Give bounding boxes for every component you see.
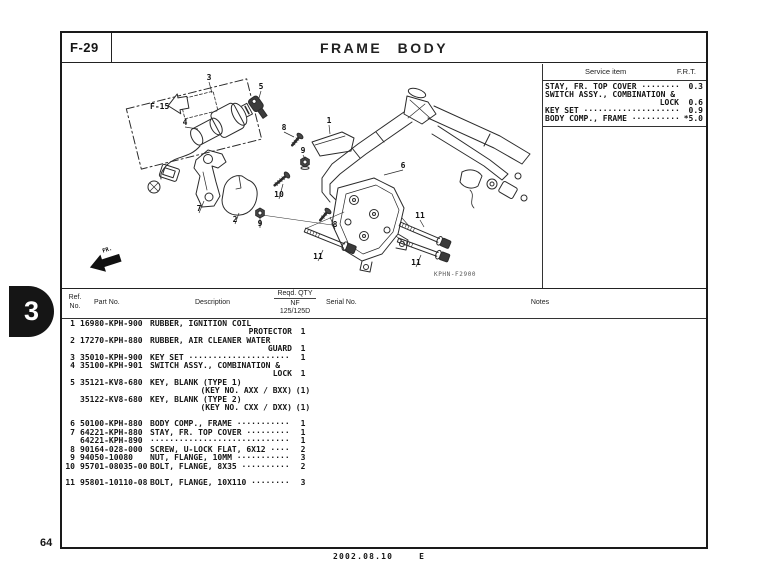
service-line-value: 0.9: [688, 106, 703, 116]
flange-bolt-drawing: [303, 219, 451, 262]
cell-description: SCREW, U-LOCK FLAT, 6X12 ····: [150, 444, 290, 454]
parts-row-line: [64, 479, 704, 487]
service-lines: [543, 81, 706, 127]
service-line-text: STAY, FR. TOP COVER ········: [545, 81, 680, 91]
cell-description: STAY, FR. TOP COVER ·········: [150, 427, 290, 437]
footer-edition-code: E: [419, 552, 426, 561]
service-line-text: SWITCH ASSY., COMBINATION &: [545, 89, 676, 99]
service-item-header: Service item: [585, 67, 627, 76]
callout-number: 11: [415, 210, 425, 220]
service-line-value: *5.0: [683, 114, 703, 124]
footer-date: 2002.08.10: [333, 552, 394, 561]
callout-number: 6: [400, 160, 406, 170]
cell-description: BODY COMP., FRAME ···········: [150, 419, 290, 429]
cell-part-no: 16980-KPH-900: [80, 319, 143, 328]
cell-qty: 3: [300, 453, 306, 463]
cell-part-no: 90164-028-000: [80, 444, 143, 454]
cell-part-no: 95801-10110-08: [80, 477, 148, 487]
cell-ref-no: 8: [70, 444, 75, 454]
cell-description: BOLT, FLANGE, 10X110 ········: [150, 477, 290, 487]
cell-qty: 1: [300, 344, 306, 354]
callout-number: 11: [411, 257, 421, 267]
service-line-value: 0.3: [688, 81, 703, 91]
service-line-text: KEY SET ····················: [545, 106, 680, 116]
cell-ref-no: 3: [70, 352, 75, 362]
service-line-text: LOCK: [659, 97, 679, 107]
callout-leader-line: [384, 170, 403, 175]
header-model-code: 125/125D: [279, 308, 311, 315]
service-panel-header: [543, 64, 706, 81]
section-tab: [9, 286, 54, 337]
key-blank-drawing: [247, 94, 269, 119]
f15-arrow-icon: [166, 92, 189, 115]
cell-part-no: 95701-08035-00: [80, 461, 148, 471]
service-line-value: 0.6: [688, 97, 703, 107]
parts-row-line: [64, 404, 704, 412]
callout-number: 1: [326, 115, 332, 125]
header-notes: Notes: [530, 298, 550, 306]
callout-number: 5: [258, 81, 264, 91]
cell-ref-no: 7: [70, 427, 75, 437]
cell-description: GUARD: [267, 344, 292, 354]
cell-part-no: [80, 404, 148, 412]
cell-ref-no: 2: [70, 335, 75, 345]
cell-part-no: 35122-KV8-680: [80, 394, 143, 404]
switch-harness-drawing: [148, 146, 200, 193]
cell-ref-no: [64, 404, 75, 412]
cell-ref-no: [64, 396, 75, 404]
cell-description: (KEY NO. CXX / DXX): [200, 403, 292, 413]
cell-part-no: 35121-KV8-680: [80, 377, 143, 387]
cell-ref-no: [64, 387, 75, 395]
service-line: [545, 115, 703, 123]
parts-row-line: [64, 396, 704, 404]
page-frame: [60, 31, 708, 549]
cell-qty: 3: [300, 477, 306, 487]
cell-description: RUBBER, AIR CLEANER WATER: [150, 335, 271, 345]
parts-row-line: [64, 320, 704, 328]
cell-qty: 2: [300, 461, 306, 471]
page-footer: [333, 552, 425, 561]
parts-row-line: [64, 463, 704, 471]
callout-number: 3: [206, 72, 212, 82]
cell-ref-no: 6: [70, 419, 75, 429]
section-code-label: F-29: [70, 40, 99, 55]
cell-part-no: 35010-KPH-900: [80, 352, 143, 362]
cell-qty: 1: [300, 436, 306, 446]
cell-ref-no: 4: [70, 361, 75, 371]
cell-description: ·····························: [150, 436, 290, 446]
cell-ref-no: 9: [70, 453, 75, 463]
cell-qty: 1: [300, 352, 306, 362]
callout-number: 10: [274, 189, 284, 199]
cell-qty: 1: [300, 327, 306, 337]
callout-leader-line: [284, 132, 294, 137]
stay-bracket-drawing: [194, 150, 226, 207]
cell-description: BOLT, FLANGE, 8X35 ··········: [150, 461, 290, 471]
cell-description: KEY, BLANK (TYPE 2): [150, 394, 242, 404]
frame-body-drawing: [322, 86, 530, 272]
cell-part-no: 64221-KPH-890: [80, 436, 143, 446]
cell-description: SWITCH ASSY., COMBINATION &: [150, 361, 281, 371]
cell-description: KEY SET ·····················: [150, 352, 290, 362]
callout-leader-line: [420, 220, 424, 227]
header-band: [62, 33, 706, 63]
exploded-parts-diagram: [62, 64, 542, 288]
header-description: Description: [195, 298, 231, 306]
cell-description: LOCK: [272, 369, 292, 379]
callout-number: 11: [313, 251, 323, 261]
cell-part-no: 50100-KPH-880: [80, 419, 143, 429]
callout-number: 4: [182, 117, 188, 127]
cell-description: KEY, BLANK (TYPE 1): [150, 377, 242, 387]
cell-ref-no: 5: [70, 377, 75, 387]
cell-qty: (1): [295, 386, 311, 396]
cell-part-no: 94050-10080: [80, 453, 133, 463]
callout-number: 8: [281, 122, 287, 132]
parts-table-header: [62, 288, 706, 319]
header-part-no: Part No.: [94, 298, 120, 306]
header-ref-line2: No.: [69, 302, 81, 310]
callout-leader-line: [259, 91, 261, 98]
parts-table-body: [64, 320, 704, 487]
front-label: FR.: [101, 245, 114, 255]
cell-qty: 2: [300, 444, 306, 454]
service-panel: [542, 64, 706, 288]
section-tab-number: 3: [23, 296, 40, 326]
header-ref-line1: Ref.: [68, 293, 82, 301]
page-number: 64: [40, 537, 53, 549]
cell-description: NUT, FLANGE, 10MM ···········: [150, 453, 290, 463]
cell-description: (KEY NO. AXX / BXX): [200, 386, 292, 396]
callout-number: 9: [300, 145, 306, 155]
f15-reference-label: F-15: [150, 101, 170, 111]
rubber-guard-drawing: [222, 175, 257, 214]
parts-row-line: [64, 379, 704, 387]
page-title: FRAME BODY: [319, 39, 449, 56]
cell-part-no: 64221-KPH-880: [80, 427, 143, 437]
cell-part-no: 35100-KPH-901: [80, 361, 143, 371]
parts-row-line: [64, 362, 704, 370]
callout-number: 8: [332, 219, 338, 229]
cell-qty: (1): [295, 403, 311, 413]
frt-header: F.R.T.: [676, 67, 696, 76]
callout-leader-line: [329, 125, 330, 134]
flange-nut-drawing: [256, 157, 310, 218]
callout-layer: [183, 73, 425, 267]
header-serial-no: Serial No.: [326, 298, 357, 306]
header-model-nf: NF: [290, 299, 300, 307]
cell-description: RUBBER, IGNITION COIL: [150, 319, 252, 328]
cell-ref-no: 10: [65, 461, 75, 471]
service-line: [545, 91, 703, 99]
service-line-text: BODY COMP., FRAME ··········: [545, 114, 680, 124]
cell-description: PROTECTOR: [248, 327, 292, 337]
cell-qty: 1: [300, 369, 306, 379]
callout-number: 2: [232, 214, 238, 224]
callout-number: 9: [257, 218, 263, 228]
diagram-code: KPHN-F2900: [434, 270, 477, 278]
parts-row-line: [64, 337, 704, 345]
cell-part-no: 17270-KPH-880: [80, 335, 143, 345]
callout-number: 7: [196, 203, 202, 213]
header-reqd-qty: Reqd. QTY: [260, 290, 330, 299]
cell-ref-no: 1: [70, 319, 75, 328]
cell-ref-no: 11: [65, 477, 75, 487]
cell-qty: 1: [300, 427, 306, 437]
reference-box-outline: [126, 78, 261, 168]
front-direction-arrow-icon: [86, 244, 124, 276]
cell-qty: 1: [300, 419, 306, 429]
